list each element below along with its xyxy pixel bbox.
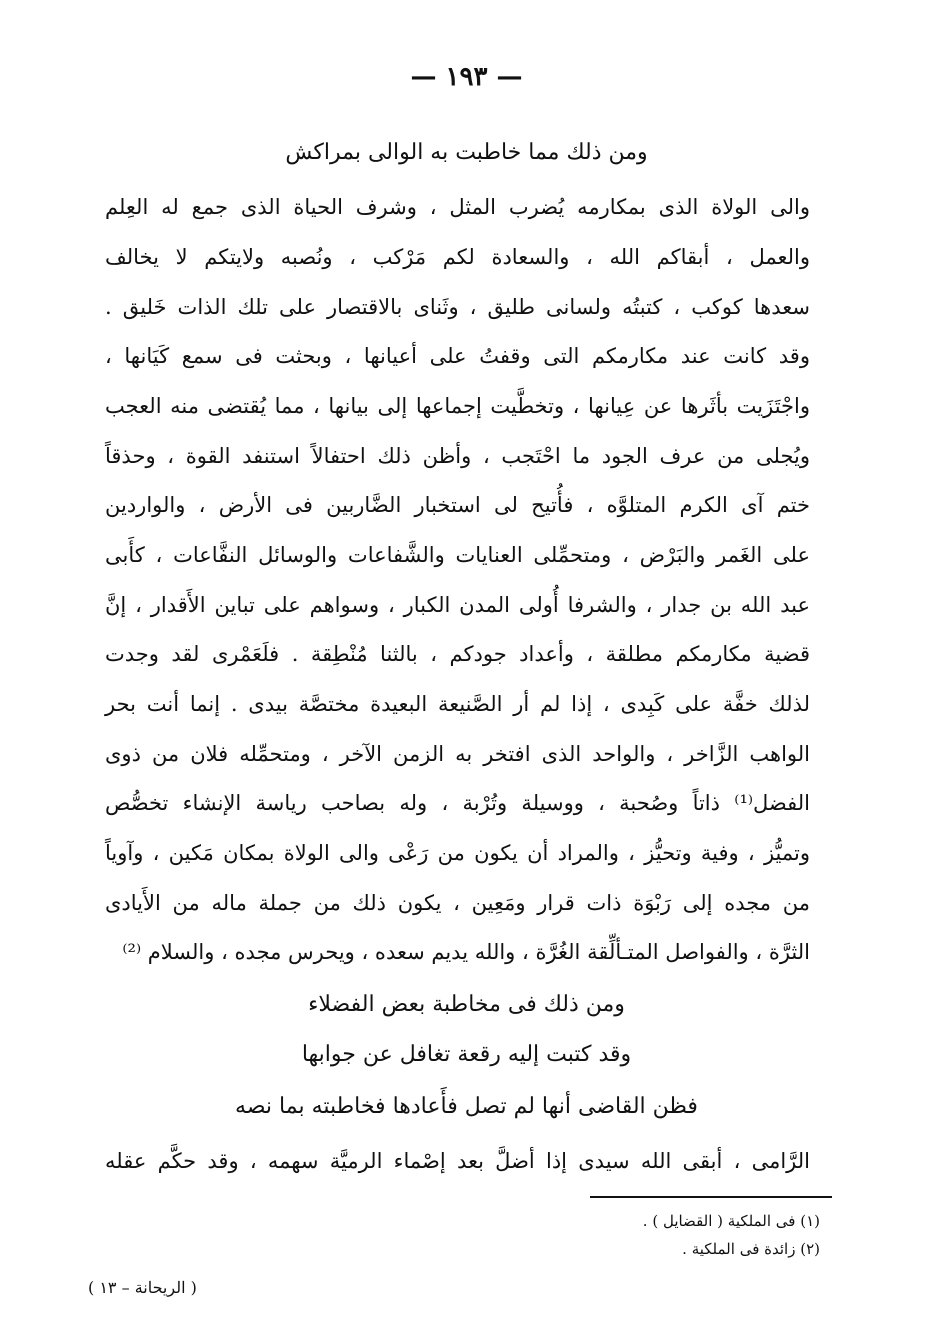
text-line: سعدها كوكب ، كتبتُه ولسانى طليق ، وثَناى بالاقتصار على تلك الذات خَليق . [105,295,810,319]
section-subheading: وقد كتبت إليه رقعة تغافل عن جوابها [301,1042,632,1067]
text-line: من مجده إلى رَبْوَة ذات قرار ومَعِين ، يكون ذلك من جملة ماله من الأَيادى [105,891,810,915]
text-line: وتميُّز ، وفية وتحيُّز ، والمراد أن يكون من رَعْى والى الولاة بمكان مَكين ، وآوياً [105,841,810,865]
text-line: الواهب الزَّاخر ، والواحد الذى افتخر به الزمن الآخر ، ومتحمِّله فلان من ذوى [105,742,810,766]
text-line: الفضل⁽¹⁾ ذاتاً وصُحبة ، ووسيلة وتُرْبة ، وله بصاحب رياسة الإنشاء تخصُّص [105,791,810,815]
text-line: واجْتَزَيت بأثَرها عن عِيانها ، وتخطَّيت إجماعها إلى بيانها ، مما يُقتضى منه العجب [105,394,810,418]
page-number: — ١٩٣ — [410,62,523,92]
section-heading: ومن ذلك فى مخاطبة بعض الفضلاء [308,992,625,1017]
text-line: وقد كانت عند مكارمكم التى وقفتُ على أعيانها ، وبحثت فى سمع كَيَانها ، [105,344,810,368]
section-heading: ومن ذلك مما خاطبت به الوالى بمراكش [285,140,648,165]
section-subheading: فظن القاضى أنها لم تصل فأَعادها فخاطبته بما نصه [235,1094,698,1119]
text-line: ويُجلى من عرف الجود ما احْتَجب ، وأظن ذلك احتفالاً استنفد القوة ، وحذقاً [105,444,810,468]
text-line: لذلك خفَّة على كَبِدى ، إذا لم أر الصَّنيعة البعيدة مختصَّة بيدى . إنما أنت بحر [105,692,810,716]
text-line: ختم آى الكرم المتلوَّه ، فأُتيح لى استخبار الضَّاربين فى الأرض ، والواردين [105,493,810,517]
footnote-separator [590,1196,832,1198]
text-line: والعمل ، أبقاكم الله ، والسعادة لكم مَرْكب ، ونُصبه ولايتكم لا يخالف [105,245,810,269]
text-line: على الغَمر والبَرْض ، ومتحمِّلى العنايات والشَّفاعات والوسائل النفَّاعات ، كأَبى [105,543,810,567]
footnote: (٢) زائدة فى الملكية . [682,1240,820,1258]
text-line: والى الولاة الذى بمكارمه يُضرب المثل ، وشرف الحياة الذى جمع له العِلم [105,195,810,219]
text-line: الرَّامى ، أبقى الله سيدى إذا أضلَّ بعد إصْماء الرميَّة سهمه ، وقد حكَّم عقله [105,1149,810,1173]
signature-mark: ( الريحانة – ١٣ ) [88,1278,197,1297]
text-line: قضية مكارمكم مطلقة ، وأعداد جودكم ، بالثنا مُنْطِقة . فلَعَمْرى لقد وجدت [105,642,810,666]
text-line: عبد الله بن جدار ، والشرفا أُولى المدن الكبار ، وسواهم على تباين الأَقدار ، إنَّ [105,593,810,617]
text-line: الثرَّة ، والفواصل المتـألِّقة الغُرَّة ، والله يديم سعده ، ويحرس مجده ، والسلام ⁽²⁾ [122,940,810,964]
footnote: (١) فى الملكية ( القضايل ) . [642,1212,820,1230]
